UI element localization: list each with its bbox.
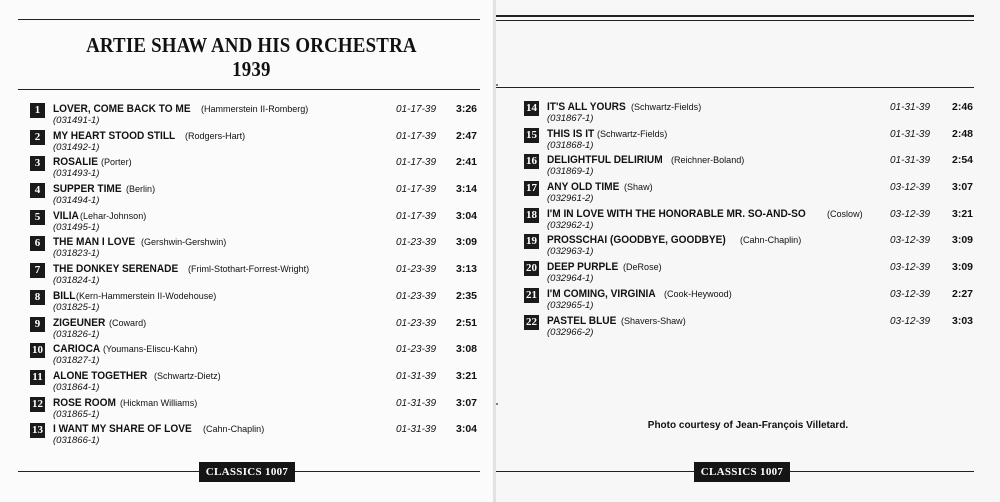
track-date: 03-12-39 [890, 208, 931, 220]
track-matrix: (032964-1) [547, 273, 594, 285]
track-row [30, 395, 482, 422]
track-matrix: (031826-1) [53, 328, 100, 340]
track-row [30, 101, 482, 128]
track-date: 01-23-39 [396, 264, 437, 276]
track-number: 8 [30, 290, 45, 305]
track-duration: 3:21 [952, 207, 974, 220]
track-row [30, 128, 482, 155]
track-number: 5 [30, 210, 45, 225]
track-row [524, 99, 986, 126]
track-title: I'M COMING, VIRGINIA [547, 287, 656, 300]
track-date: 01-23-39 [396, 237, 437, 249]
track-row [524, 206, 986, 233]
track-date: 01-31-39 [396, 424, 437, 436]
track-duration: 2:35 [456, 289, 478, 302]
track-duration: 3:09 [456, 236, 478, 249]
album-title: ARTIE SHAW AND HIS ORCHESTRA [86, 33, 417, 57]
track-duration: 3:13 [456, 263, 478, 276]
track-number: 14 [526, 102, 537, 114]
track-number: 21 [526, 288, 537, 301]
title-rule-right [496, 87, 974, 88]
track-row [524, 232, 986, 259]
track-title: ANY OLD TIME [547, 181, 620, 194]
track-duration: 2:48 [952, 127, 974, 140]
track-title: ALONE TOGETHER [53, 369, 148, 382]
track-number: 17 [526, 182, 537, 195]
track-number: 22 [526, 315, 537, 328]
track-date: 01-17-39 [396, 210, 437, 222]
track-duration: 3:07 [456, 396, 478, 409]
track-title: MY HEART STOOD STILL [53, 129, 176, 142]
track-matrix: (031825-1) [53, 301, 100, 313]
track-number: 9 [30, 317, 45, 332]
track-row [30, 315, 482, 342]
track-number: 10 [32, 344, 43, 357]
track-composer: (Berlin) [126, 184, 156, 196]
track-matrix: (031868-1) [547, 139, 594, 151]
track-title: THIS IS IT [547, 127, 595, 140]
track-title: SUPPER TIME [53, 183, 122, 196]
track-matrix: (031495-1) [53, 221, 100, 233]
track-matrix: (032963-1) [547, 246, 594, 258]
track-matrix: (031823-1) [53, 248, 100, 260]
track-composer: (Coward) [108, 317, 146, 329]
track-duration: 3:04 [456, 209, 478, 222]
track-matrix: (031494-1) [53, 195, 100, 207]
track-row [30, 234, 482, 261]
track-composer: (Gershwin-Gershwin) [141, 237, 227, 249]
track-duration: 2:51 [456, 316, 478, 329]
track-composer: (Reichner-Boland) [671, 155, 745, 167]
track-number: 2 [30, 130, 45, 145]
track-row [30, 181, 482, 208]
track-composer: (Cahn-Chaplin) [740, 235, 802, 247]
track-composer: (DeRose) [623, 262, 662, 274]
track-composer: (Schwartz-Fields) [597, 128, 668, 140]
track-duration: 2:41 [456, 156, 478, 169]
track-title: BILL [53, 289, 76, 302]
top-rule-left [18, 19, 480, 20]
track-matrix: (031864-1) [53, 381, 100, 393]
track-matrix: (031824-1) [53, 275, 100, 287]
track-matrix: (031492-1) [53, 141, 100, 153]
track-row [30, 288, 482, 315]
track-composer: (Rodgers-Hart) [184, 130, 245, 142]
track-date: 01-17-39 [396, 130, 437, 142]
track-number: 7 [30, 263, 45, 278]
track-duration: 3:14 [456, 183, 478, 196]
track-number: 15 [526, 128, 537, 141]
track-matrix: (031869-1) [547, 166, 594, 178]
track-matrix: (032961-2) [547, 193, 594, 205]
track-number: 4 [30, 183, 45, 198]
track-row [524, 313, 986, 340]
track-composer: (Lehar-Johnson) [79, 210, 147, 222]
track-title: THE MAN I LOVE [53, 236, 136, 249]
track-date: 01-31-39 [396, 370, 437, 382]
track-composer: (Cahn-Chaplin) [202, 424, 264, 436]
track-title: CARIOCA [53, 343, 101, 356]
track-list-left [30, 101, 482, 448]
track-row [524, 126, 986, 153]
track-date: 01-17-39 [396, 157, 437, 169]
track-duration: 3:09 [952, 261, 974, 274]
photo-credit: Photo courtesy of Jean-François Villetard. [647, 420, 849, 431]
track-matrix: (031867-1) [547, 113, 594, 124]
track-duration: 3:08 [456, 343, 478, 356]
track-composer: (Youmans-Eliscu-Kahn) [103, 344, 198, 356]
track-duration: 3:21 [456, 369, 478, 382]
registration-mark [496, 84, 498, 86]
track-title: VILIA [53, 209, 79, 222]
title-block [0, 33, 492, 81]
track-duration: 3:03 [952, 314, 974, 327]
track-matrix: (031865-1) [53, 408, 100, 420]
track-matrix: (032962-1) [547, 219, 594, 231]
left-panel [0, 0, 492, 502]
track-composer: (Shaw) [624, 182, 654, 194]
catalog-label-right: CLASSICS 1007 [694, 462, 790, 482]
track-matrix: (031493-1) [53, 168, 100, 180]
track-composer: (Kern-Hammerstein II-Wodehouse) [76, 290, 217, 302]
track-row [524, 152, 986, 179]
track-title: DEEP PURPLE [547, 261, 619, 274]
registration-mark [496, 403, 498, 405]
title-rule-left [18, 89, 480, 90]
track-duration: 3:07 [952, 181, 974, 194]
track-title: I'M IN LOVE WITH THE HONORABLE MR. SO-AND-SO [547, 207, 806, 220]
track-date: 03-12-39 [890, 288, 931, 300]
track-matrix: (031491-1) [53, 115, 100, 126]
album-year: 1939 [232, 57, 271, 81]
track-composer: (Coslow) [827, 208, 863, 220]
track-number: 13 [32, 424, 43, 437]
track-matrix: (032966-2) [547, 326, 594, 338]
track-matrix: (031866-1) [53, 435, 100, 447]
track-duration: 2:47 [456, 129, 478, 142]
track-composer: (Shavers-Shaw) [621, 315, 686, 327]
track-row [30, 421, 482, 448]
track-row [30, 368, 482, 395]
track-row [30, 341, 482, 368]
track-duration: 2:27 [952, 287, 974, 300]
track-composer: (Hammerstein II-Romberg) [201, 104, 309, 115]
track-date: 01-31-39 [890, 128, 931, 140]
track-title: PASTEL BLUE [547, 314, 617, 327]
track-row [30, 154, 482, 181]
track-date: 01-31-39 [890, 155, 931, 167]
track-number: 20 [526, 262, 537, 275]
track-duration: 2:54 [952, 154, 974, 167]
track-title: ROSALIE [53, 156, 98, 169]
track-title: DELIGHTFUL DELIRIUM [547, 154, 663, 167]
track-number: 16 [526, 155, 537, 168]
track-title: ZIGEUNER [53, 316, 106, 329]
track-date: 01-23-39 [396, 344, 437, 356]
track-matrix: (031827-1) [53, 355, 100, 367]
top-rule-right [496, 15, 974, 17]
track-number: 3 [30, 156, 45, 171]
track-row [30, 208, 482, 235]
track-title: I WANT MY SHARE OF LOVE [53, 423, 192, 436]
top-rule-right-thin [496, 20, 974, 21]
track-date: 01-31-39 [890, 102, 931, 113]
track-composer: (Friml-Stothart-Forrest-Wright) [187, 264, 310, 276]
track-title: THE DONKEY SERENADE [53, 263, 179, 276]
track-composer: (Hickman Williams) [120, 397, 198, 409]
track-list-right [524, 99, 986, 339]
track-date: 01-31-39 [396, 397, 437, 409]
track-row [30, 261, 482, 288]
track-number: 18 [526, 208, 537, 221]
track-row [524, 286, 986, 313]
track-composer: (Schwartz-Fields) [631, 102, 702, 113]
track-duration: 2:46 [952, 101, 974, 113]
track-date: 01-23-39 [396, 290, 437, 302]
track-title: PROSSCHAI (GOODBYE, GOODBYE) [547, 234, 726, 247]
track-number: 19 [526, 235, 537, 248]
track-number: 11 [30, 370, 45, 385]
track-duration: 3:04 [456, 423, 478, 436]
track-matrix: (032965-1) [547, 299, 594, 311]
track-number: 6 [30, 236, 45, 251]
track-date: 03-12-39 [890, 235, 931, 247]
track-date: 01-17-39 [396, 104, 437, 115]
track-date: 01-23-39 [396, 317, 437, 329]
track-row [524, 259, 986, 286]
track-date: 03-12-39 [890, 182, 931, 194]
track-date: 03-12-39 [890, 315, 931, 327]
track-number: 1 [30, 103, 45, 118]
track-duration: 3:09 [952, 234, 974, 247]
track-title: ROSE ROOM [53, 396, 116, 409]
track-composer: (Cook-Heywood) [663, 288, 732, 300]
track-title: LOVER, COME BACK TO ME [53, 103, 191, 115]
track-row [524, 179, 986, 206]
track-title: IT'S ALL YOURS [547, 101, 626, 113]
track-date: 01-17-39 [396, 184, 437, 196]
track-composer: (Porter) [100, 157, 132, 169]
track-composer: (Schwartz-Dietz) [154, 370, 221, 382]
track-date: 03-12-39 [890, 262, 931, 274]
track-number: 12 [32, 397, 43, 410]
catalog-label-left: CLASSICS 1007 [199, 462, 295, 482]
track-duration: 3:26 [456, 103, 478, 115]
